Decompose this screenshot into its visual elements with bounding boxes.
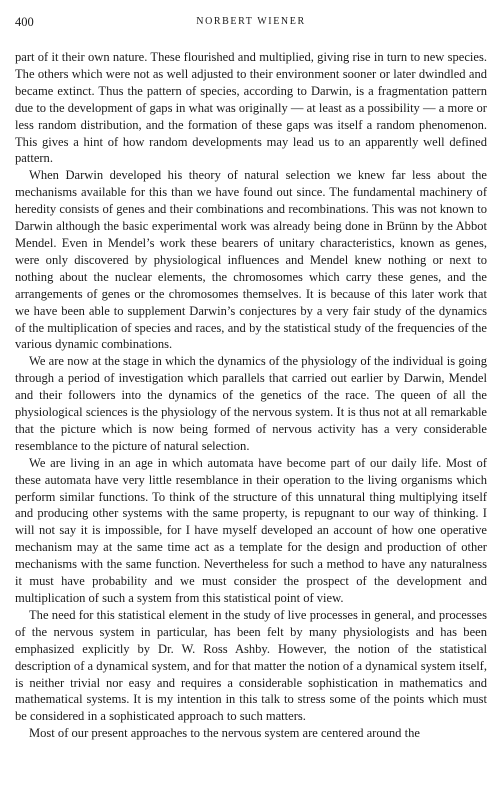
body-text [15, 49, 487, 742]
paragraph: Most of our present approaches to the nervous system are centered around the [29, 726, 420, 741]
page [15, 13, 487, 742]
running-head: NORBERT WIENER [196, 16, 306, 27]
paragraph: We are living in an age in which automata have become part of our daily life. Most of these automata have very little resemblance in their operation to the living organisms which perform similar functions. To think of the structure of this unnatural thing multiplying itself and producing other systems with the same property, is repugnant to our way of thinking. I will not say it is impossible, for I have myself developed an account of how one operative mechanism may at the same time act as a template for the design and production of other mechanisms with the same function. Nevertheless for such a method to have any naturalness it must have probability and we must consider the prospect of the development and multiplication of such a system from this statistical point of view. [15, 455, 487, 605]
page-header [15, 13, 487, 31]
paragraph: The need for this statistical element in the study of live processes in general, and processes of the nervous system in particular, has been felt by many physiologists and has been emphasized explicitly by Dr. W. Ross Ashby. However, the notion of the statistical description of a dynamical system, and for that matter the notion of a dynamical system itself, is neither trivial nor easy and requires a considerable sophistication in mathematics and mathematical systems. It is my intention in this talk to stress some of the points which must be considered in a sophisticated approach to such matters. [15, 607, 487, 724]
paragraph: We are now at the stage in which the dynamics of the physiology of the individual is going through a period of investigation which parallels that carried out earlier by Darwin, Mendel and their followers into the dynamics of the genetics of the race. The queen of all the physiological sciences is the physiology of the nervous system. It is thus not at all remarkable that the picture which is now being formed of nervous activity has a very considerable resemblance to the picture of natural selection. [15, 354, 487, 453]
paragraph-continued: part of it their own nature. These flourished and multiplied, giving rise in turn to new species. The others which were not as well adjusted to their environment sooner or later dwindled and became extinct. Thus the pattern of species, according to Darwin, is a fragmentation pattern due to the development of gaps in what was originally — at least as a possibility — a more or less random distribution, and the formation of these gaps was itself a random phenomenon. This gives a hint of how random developments may lead us to an apparently well defined pattern. [15, 50, 487, 166]
page-number: 400 [15, 15, 34, 29]
paragraph: When Darwin developed his theory of natural selection we knew far less about the mechanisms available for this than we have found out since. The fundamental machinery of heredity consists of genes and their combinations and recombinations. This was not known to Darwin although the basic experimental work was already being done in Brünn by the Abbot Mendel. Even in Mendel’s work these bearers of unitary characteristics, known as genes, were only discovered by physiological influences and Mendel knew nothing or next to nothing about the nuclear elements, the chromosomes which carry these genes, and the arrangements of genes or the chromosomes themselves. It is because of this later work that we have been able to supplement Darwin’s conjectures by a very fair study of the dynamics of the multiplication of species and races, and by the statistical study of the frequencies of the various dynamic combinations. [15, 168, 487, 352]
